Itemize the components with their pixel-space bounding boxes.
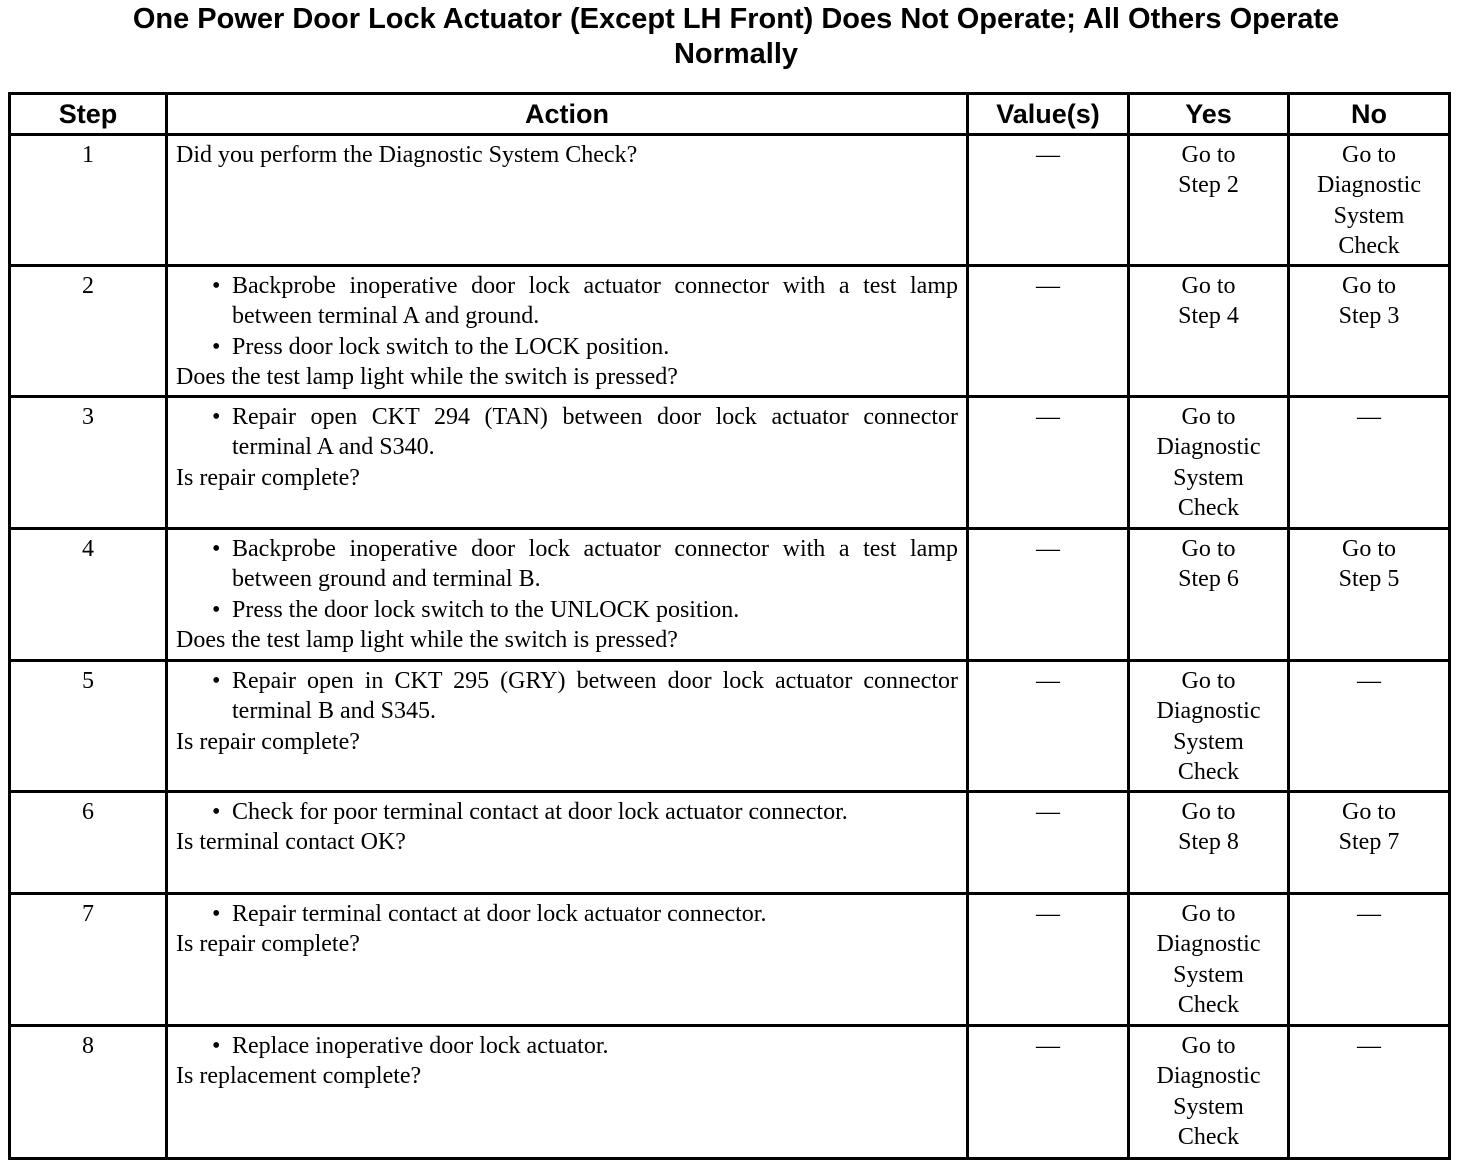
value-cell: — [968, 135, 1129, 266]
action-bullet-item [176, 899, 958, 929]
yes-cell: Go to Step 8 [1129, 792, 1289, 894]
header-step: Step [10, 94, 167, 135]
action-cell [167, 1026, 968, 1159]
table-header-row [10, 94, 1450, 135]
step-number: 2 [10, 266, 167, 397]
action-bullet-text: Press the door lock switch to the UNLOCK position. [232, 596, 740, 623]
action-question: Does the test lamp light while the switch is pressed? [176, 363, 678, 390]
step-number: 5 [10, 661, 167, 792]
action-question: Does the test lamp light while the switch is pressed? [176, 626, 678, 653]
bullet-icon: • [212, 901, 221, 927]
yes-cell: Go to Diagnostic System Check [1129, 661, 1289, 792]
bullet-icon: • [212, 404, 221, 430]
action-cell [167, 894, 968, 1026]
bullet-icon: • [212, 273, 221, 299]
action-cell [167, 397, 968, 529]
bullet-icon: • [212, 596, 221, 623]
action-bullet-item [176, 402, 958, 463]
step-number: 7 [10, 894, 167, 1026]
action-bullet-item [176, 797, 958, 827]
action-bullet-text: Press door lock switch to the LOCK position. [232, 333, 670, 360]
yes-cell: Go to Diagnostic System Check [1129, 894, 1289, 1026]
header-no: No [1289, 94, 1450, 135]
action-bullet-list [176, 402, 958, 463]
table-row [10, 792, 1450, 894]
action-bullet-item [176, 534, 958, 595]
step-number: 4 [10, 529, 167, 661]
action-question: Is terminal contact OK? [176, 829, 406, 856]
table-row [10, 529, 1450, 661]
page-title [0, 2, 1472, 72]
table-row [10, 135, 1450, 266]
bullet-icon: • [212, 1033, 221, 1059]
action-bullet-list [176, 534, 958, 625]
value-cell: — [968, 266, 1129, 397]
action-bullet-text: Replace inoperative door lock actuator. [232, 1033, 609, 1059]
bullet-icon: • [212, 799, 221, 825]
yes-cell: Go to Step 2 [1129, 135, 1289, 266]
no-cell: — [1289, 661, 1450, 792]
no-cell: — [1289, 397, 1450, 529]
step-number: 1 [10, 135, 167, 266]
action-bullet-text: Backprobe inoperative door lock actuator connector with a test lamp between ground and terminal B. [232, 536, 958, 593]
action-bullet-item [176, 595, 958, 625]
yes-cell: Go to Diagnostic System Check [1129, 397, 1289, 529]
no-cell: Go to Step 3 [1289, 266, 1450, 397]
action-bullet-item [176, 666, 958, 727]
page-title-line-2: Normally [673, 38, 799, 70]
value-cell: — [968, 529, 1129, 661]
table-row [10, 894, 1450, 1026]
action-bullet-list [176, 899, 958, 929]
action-question: Is repair complete? [176, 464, 360, 491]
header-action: Action [167, 94, 968, 135]
action-cell [167, 661, 968, 792]
header-yes: Yes [1129, 94, 1289, 135]
action-bullet-text: Repair terminal contact at door lock actuator connector. [232, 901, 767, 927]
action-question: Is replacement complete? [176, 1063, 422, 1090]
no-cell: — [1289, 1026, 1450, 1159]
action-cell [167, 792, 968, 894]
action-bullet-list [176, 797, 958, 827]
table-row [10, 1026, 1450, 1159]
action-bullet-item [176, 1031, 958, 1061]
table-row [10, 661, 1450, 792]
action-bullet-list [176, 666, 958, 727]
action-cell [167, 529, 968, 661]
yes-cell: Go to Diagnostic System Check [1129, 1026, 1289, 1159]
bullet-icon: • [212, 333, 221, 360]
action-bullet-list [176, 1031, 958, 1061]
action-question: Is repair complete? [176, 728, 360, 755]
bullet-icon: • [212, 668, 221, 694]
value-cell: — [968, 661, 1129, 792]
diagnostic-table [8, 92, 1451, 1160]
action-question: Did you perform the Diagnostic System Check? [176, 142, 638, 168]
action-bullet-list [176, 271, 958, 362]
action-cell [167, 266, 968, 397]
no-cell: Go to Diagnostic System Check [1289, 135, 1450, 266]
action-cell [167, 135, 968, 266]
bullet-icon: • [212, 536, 221, 562]
yes-cell: Go to Step 4 [1129, 266, 1289, 397]
no-cell: Go to Step 7 [1289, 792, 1450, 894]
action-question: Is repair complete? [176, 931, 360, 958]
step-number: 8 [10, 1026, 167, 1159]
action-bullet-text: Repair open in CKT 295 (GRY) between door lock actuator connector terminal B and S345. [232, 668, 958, 725]
table-row [10, 266, 1450, 397]
action-bullet-text: Check for poor terminal contact at door lock actuator connector. [232, 799, 848, 825]
header-values: Value(s) [968, 94, 1129, 135]
step-number: 6 [10, 792, 167, 894]
page-title-line-1: One Power Door Lock Actuator (Except LH Front) Does Not Operate; All Others Operate [132, 3, 1340, 35]
action-bullet-text: Backprobe inoperative door lock actuator connector with a test lamp between terminal A and ground. [232, 273, 958, 330]
action-bullet-item [176, 332, 958, 362]
table-body [10, 135, 1450, 1159]
yes-cell: Go to Step 6 [1129, 529, 1289, 661]
action-bullet-item [176, 271, 958, 332]
table-row [10, 397, 1450, 529]
no-cell: Go to Step 5 [1289, 529, 1450, 661]
no-cell: — [1289, 894, 1450, 1026]
value-cell: — [968, 397, 1129, 529]
action-bullet-text: Repair open CKT 294 (TAN) between door lock actuator connector terminal A and S340. [232, 404, 958, 461]
step-number: 3 [10, 397, 167, 529]
value-cell: — [968, 894, 1129, 1026]
value-cell: — [968, 1026, 1129, 1159]
value-cell: — [968, 792, 1129, 894]
